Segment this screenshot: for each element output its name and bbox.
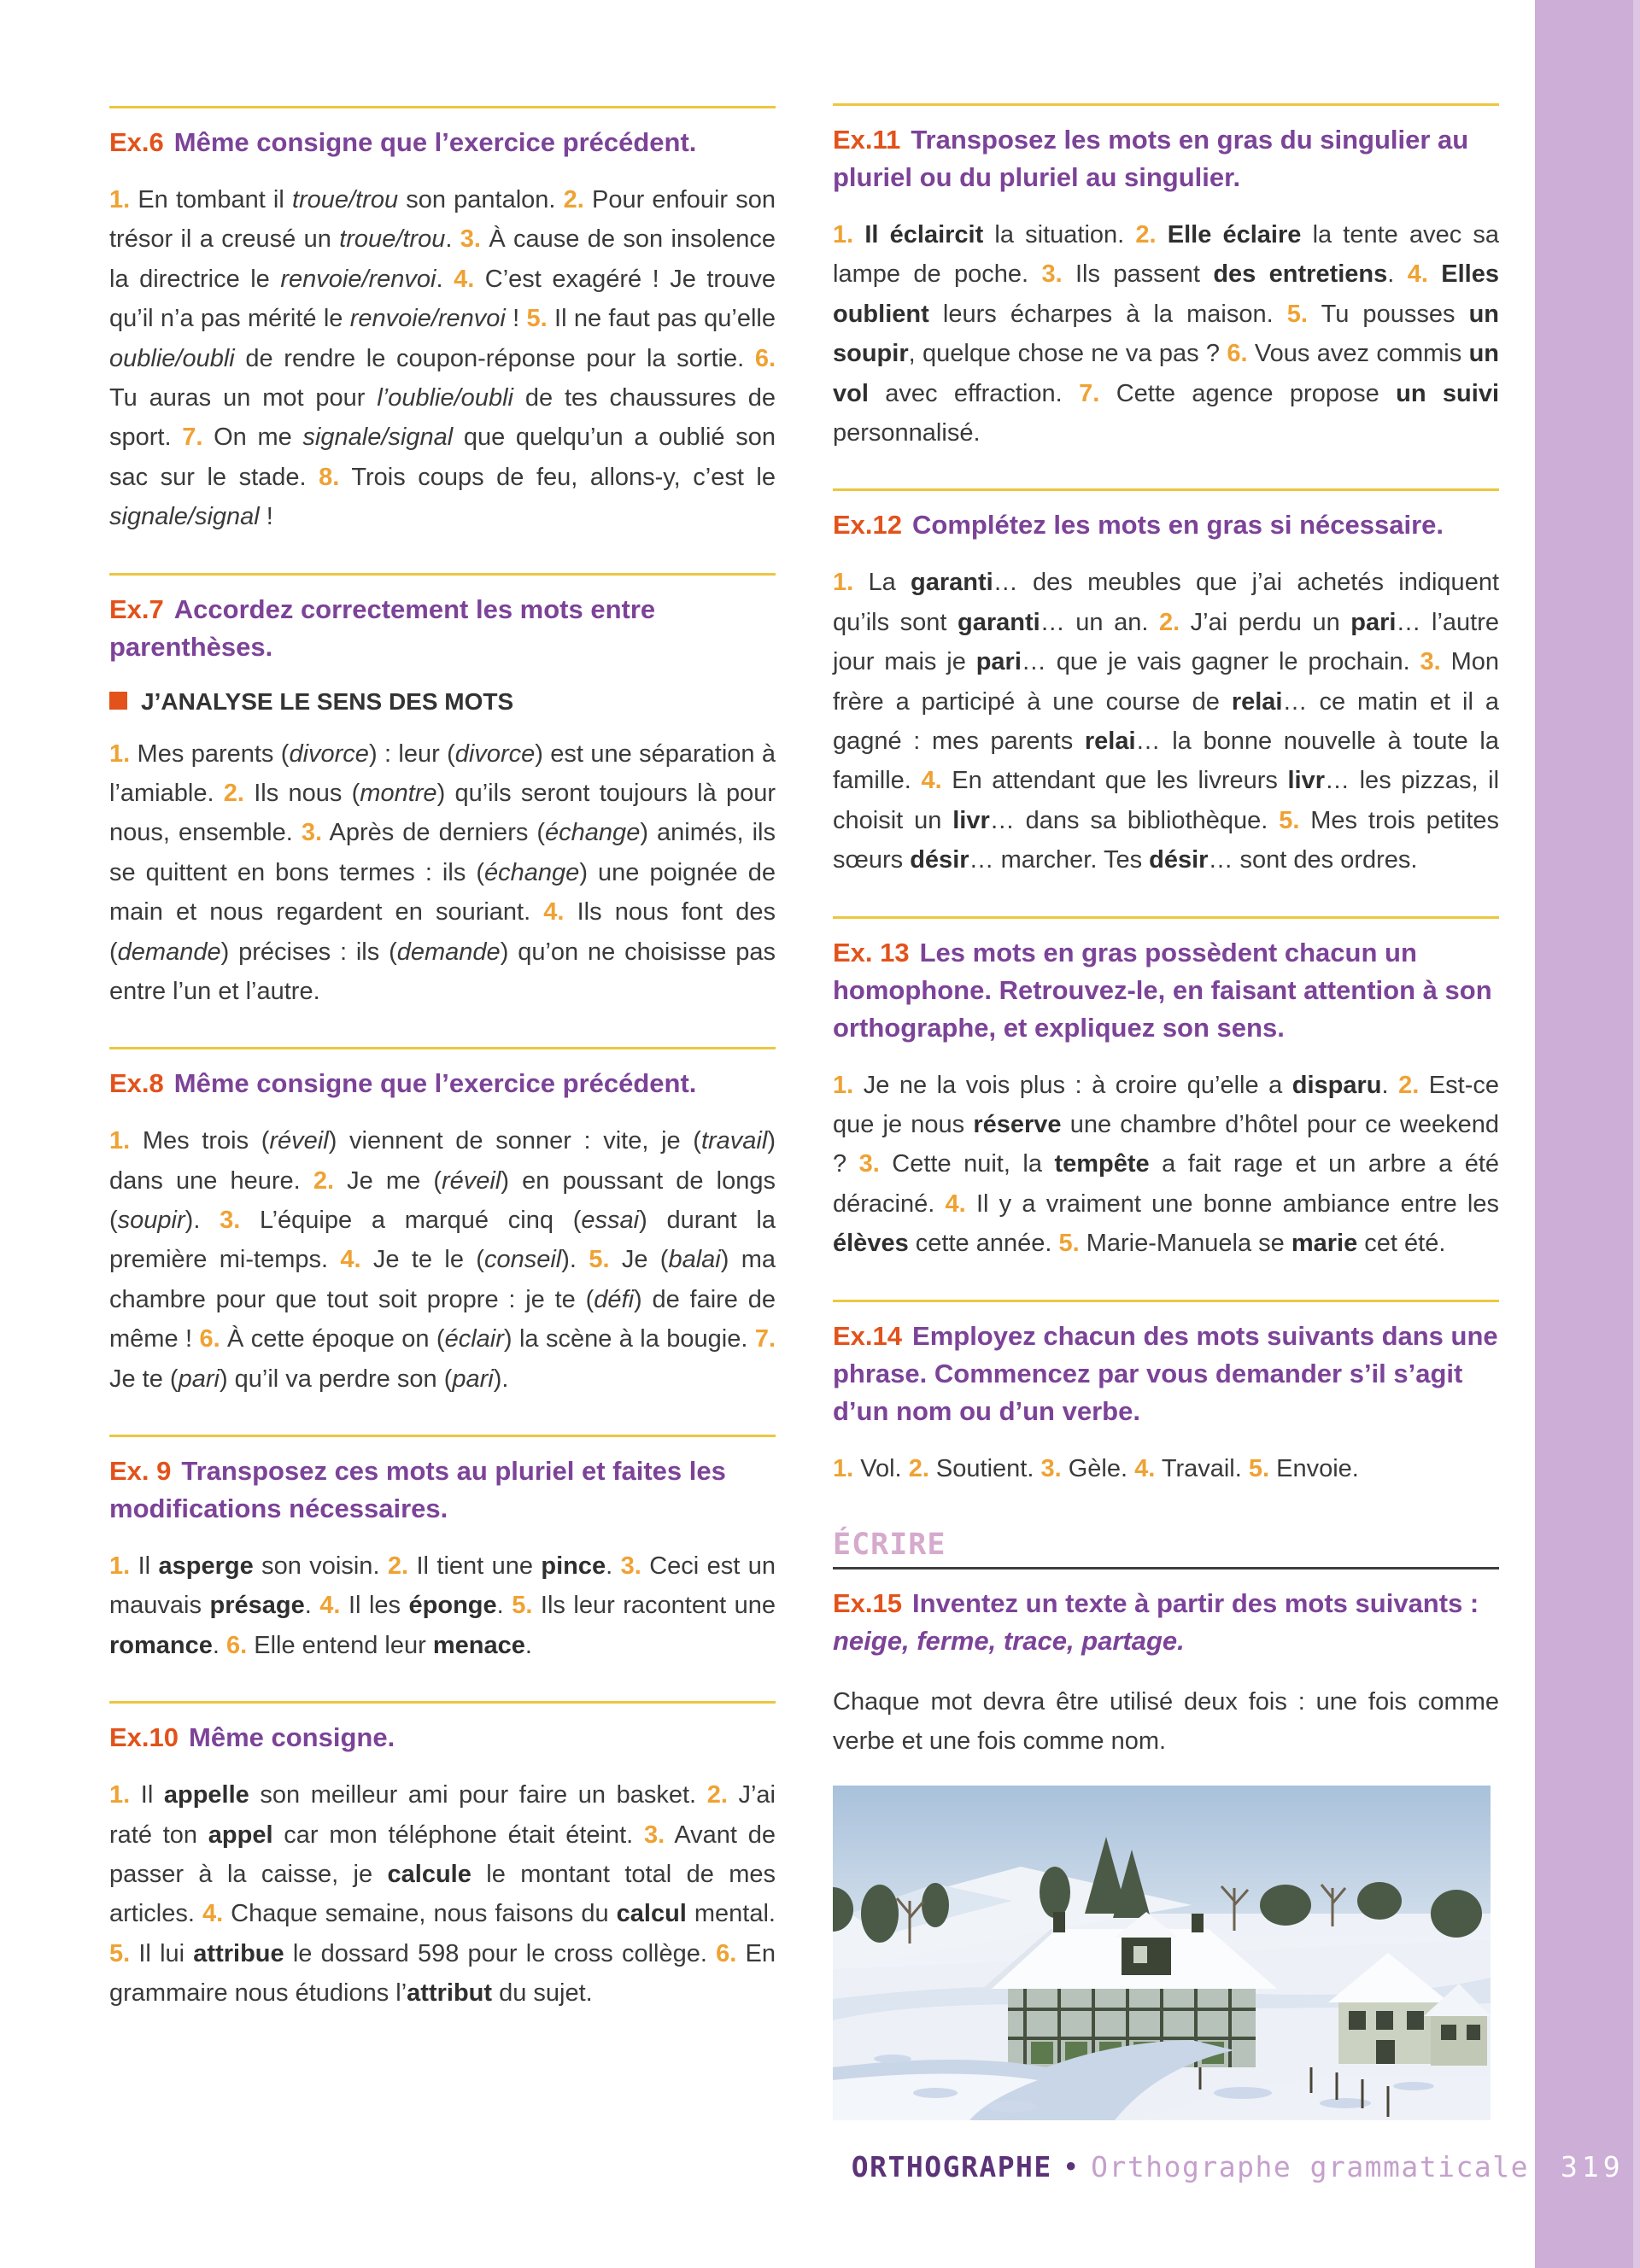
exercise-7-label: Ex.7	[109, 593, 164, 624]
separator-line	[109, 1701, 776, 1704]
square-bullet-icon	[109, 692, 127, 710]
exercise-7-items: 1. Mes parents (divorce) : leur (divorce) est une séparation à l’amiable. 2. Ils nous (montre) qu’ils seront toujours là pour nous, ensemble. 3. Après de derniers (échange) animés, ils se quittent en bons termes : ils (échange) une poignée de main et nous regardent en souriant. 4. Ils nous font des (demande) précises : ils (demande) qu’on ne choisisse pas entre l’un et l’autre.	[109, 739, 776, 1005]
exercise-13-label: Ex. 13	[833, 937, 910, 967]
exercise-9-label: Ex. 9	[109, 1456, 172, 1487]
snowy-village-photo	[833, 1786, 1491, 2120]
exercise-12-label: Ex.12	[833, 510, 903, 541]
exercise-12-title: Complétez les mots en gras si nécessaire.	[912, 510, 1444, 541]
exercise-8-items: 1. Mes trois (réveil) viennent de sonner : vite, je (travail) dans une heure. 2. Je me (réveil) en poussant de longs (soupir). 3. L’équipe a marqué cinq (essai) durant la première mi-temps. 4. Je te le (conseil). 5. Je (balai) ma chambre pour que tout soit propre : je te (défi) de faire de même ! 6. À cette époque on (éclair) la scène à la bougie. 7. Je te (pari) qu’il va perdre son (pari).	[109, 1127, 776, 1393]
exercise-8	[109, 1047, 776, 1399]
exercise-12-items: 1. La garanti… des meubles que j’ai achetés indiquent qu’ils sont garanti… un an. 2. J’ai perdu un pari… l’autre jour mais je pari… que je vais gagner le prochain. 3. Mon frère a participé à une course de relai… ce matin et il a gagné : mes parents relai… la bonne nouvelle à toute la famille. 4. En attendant que les livreurs livr… les pizzas, il choisit un livr… dans sa bibliothèque. 5. Mes trois petites sœurs désir… marcher. Tes désir… sont des ordres.	[833, 569, 1500, 874]
separator-line	[833, 103, 1499, 106]
exercise-10-label: Ex.10	[109, 1722, 179, 1753]
exercise-9-title: Transposez ces mots au pluriel et faites les modifications nécessaires.	[109, 1456, 726, 1524]
footer	[0, 2148, 1529, 2186]
separator-line	[109, 1435, 776, 1437]
exercise-12-heading	[833, 506, 1499, 544]
exercise-7-heading	[109, 591, 776, 666]
exercise-7-title: Accordez correctement les mots entre parenthèses.	[109, 593, 656, 662]
separator-line	[109, 1047, 776, 1049]
exercise-14	[833, 1300, 1499, 1488]
exercise-15-note: Chaque mot devra être utilisé deux fois : une fois comme verbe et une fois comme nom.	[833, 1687, 1499, 1756]
exercise-10-items: 1. Il appelle son meilleur ami pour faire un basket. 2. J’ai raté ton appel car mon téléphone était éteint. 3. Avant de passer à la caisse, je calcule le montant total de mes articles. 4. Chaque semaine, nous faisons du calcul mental. 5. Il lui attribue le dossard 598 pour le cross collège. 6. En grammaire nous étudions l’attribut du sujet.	[109, 1781, 776, 2008]
exercise-10-title: Même consigne.	[189, 1722, 395, 1753]
exercise-6-items: 1. En tombant il troue/trou son pantalon. 2. Pour enfouir son trésor il a creusé un troue/trou. 3. À cause de son insolence la directrice le renvoie/renvoi. 4. C’est exagéré ! Je trouve qu’il n’a pas mérité le renvoie/renvoi ! 5. Il ne faut pas qu’elle oublie/oubli de rendre le coupon-réponse pour la sortie. 6. Tu auras un mot pour l’oublie/oubli de tes chaussures de sport. 7. On me signale/signal que quelqu’un a oublié son sac sur le stade. 8. Trois coups de feu, allons-y, c’est le signale/signal !	[109, 186, 776, 531]
exercise-7-subheader-text: J’ANALYSE LE SENS DES MOTS	[141, 687, 514, 715]
exercise-14-title: Employez chacun des mots suivants dans une phrase. Commencez par vous demander s’il s’agit d’un nom ou d’un verbe.	[833, 1320, 1498, 1426]
separator-line	[109, 106, 776, 108]
exercise-9-items: 1. Il asperge son voisin. 2. Il tient une pince. 3. Ceci est un mauvais présage. 4. Il les éponge. 5. Ils leur racontent une romance. 6. Elle entend leur menace.	[109, 1552, 776, 1659]
exercise-11-label: Ex.11	[833, 125, 901, 155]
exercise-8-title: Même consigne que l’exercice précédent.	[173, 1068, 697, 1099]
exercise-15-heading	[833, 1585, 1499, 1660]
footer-bullet-icon: •	[1062, 2150, 1081, 2183]
exercise-9-heading	[109, 1453, 776, 1528]
page-edge-sidebar	[1535, 0, 1640, 2268]
exercise-8-heading	[109, 1065, 776, 1102]
separator-line	[109, 573, 776, 576]
exercise-13-items: 1. Je ne la vois plus : à croire qu’elle a disparu. 2. Est-ce que je nous réserve une chambre d’hôtel pour ce weekend ? 3. Cette nuit, la tempête a fait rage et un arbre a été déraciné. 4. Il y a vraiment une bonne ambiance entre les élèves cette année. 5. Marie-Manuela se marie cet été.	[833, 1071, 1500, 1258]
exercise-11	[833, 103, 1499, 453]
exercise-10-heading	[109, 1719, 776, 1757]
exercise-13	[833, 916, 1499, 1264]
exercise-8-label: Ex.8	[109, 1068, 164, 1099]
ecrire-section-header: ÉCRIRE	[833, 1528, 1499, 1569]
separator-line	[833, 1300, 1499, 1302]
exercise-9	[109, 1435, 776, 1665]
right-column	[833, 103, 1499, 2120]
exercise-7-subheader	[109, 688, 776, 716]
exercise-14-heading	[833, 1318, 1499, 1430]
exercise-11-items: 1. Il éclaircit la situation. 2. Elle éclaire la tente avec sa lampe de poche. 3. Ils passent des entretiens. 4. Elles oublient leurs écharpes à la maison. 5. Tu pousses un soupir, quelque chose ne va pas ? 6. Vous avez commis un vol avec effraction. 7. Cette agence propose un suivi personnalisé.	[833, 221, 1500, 447]
page-number: 319	[1561, 2150, 1625, 2183]
exercise-6-title: Même consigne que l’exercice précédent.	[173, 127, 697, 157]
separator-line	[833, 488, 1499, 491]
exercise-11-heading	[833, 121, 1499, 196]
exercise-14-label: Ex.14	[833, 1320, 903, 1351]
footer-section-label: ORTHOGRAPHE	[851, 2150, 1052, 2183]
footer-subsection-label: Orthographe grammaticale	[1091, 2150, 1529, 2183]
sidebar-light-edge	[1633, 0, 1640, 2268]
exercise-13-heading	[833, 934, 1499, 1047]
separator-line	[833, 916, 1499, 919]
left-column	[109, 106, 776, 2014]
exercise-7	[109, 573, 776, 1012]
exercise-10	[109, 1701, 776, 2013]
exercise-15-label: Ex.15	[833, 1587, 903, 1618]
exercise-15-title: Inventez un texte à partir des mots suivants : neige, ferme, trace, partage.	[833, 1587, 1479, 1656]
exercise-12	[833, 488, 1499, 880]
exercise-11-title: Transposez les mots en gras du singulier au pluriel ou du pluriel au singulier.	[833, 125, 1469, 193]
exercise-15	[833, 1585, 1499, 2120]
exercise-14-items: 1. Vol. 2. Soutient. 3. Gèle. 4. Travail. 5. Envoie.	[833, 1454, 1359, 1482]
exercise-6-heading	[109, 124, 776, 161]
exercise-6	[109, 106, 776, 537]
exercise-6-label: Ex.6	[109, 127, 164, 157]
exercise-13-title: Les mots en gras possèdent chacun un homophone. Retrouvez-le, en faisant attention à son orthographe, et expliquez son sens.	[833, 937, 1492, 1043]
